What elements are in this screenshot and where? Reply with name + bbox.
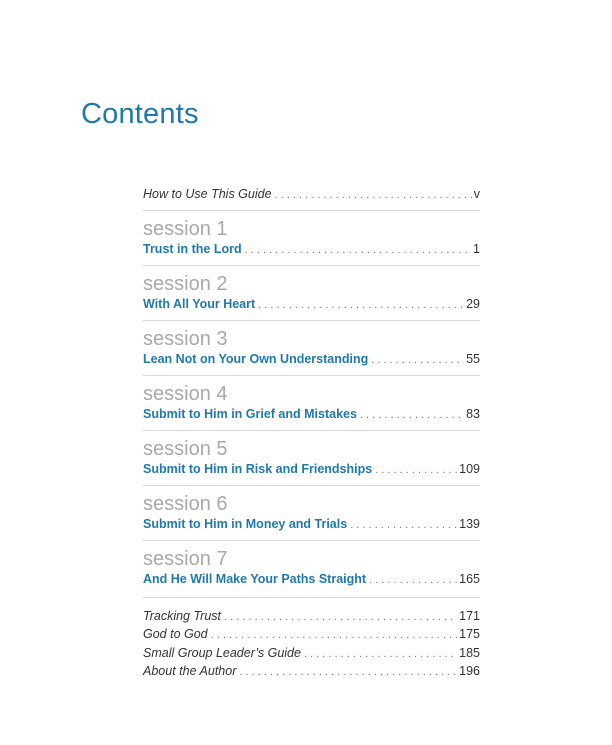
toc-entry-page: 175 (459, 627, 480, 641)
divider (143, 265, 480, 266)
page-title: Contents (81, 98, 199, 130)
session-label: session 2 (143, 273, 228, 295)
toc-entry-title: How to Use This Guide (143, 187, 272, 201)
divider (143, 430, 480, 431)
toc-entry-page: 55 (466, 352, 480, 366)
toc-entry-session-7[interactable] (143, 572, 480, 588)
toc-entry-small-group-leaders-guide[interactable] (143, 646, 480, 662)
dot-leader (350, 519, 457, 531)
toc-entry-page: 1 (473, 242, 480, 256)
session-label: session 7 (143, 548, 228, 570)
toc-entry-title: Submit to Him in Risk and Friendships (143, 462, 373, 476)
session-label: session 5 (143, 438, 228, 460)
session-label: session 3 (143, 328, 228, 350)
toc-entry-session-1[interactable] (143, 242, 480, 258)
toc-entry-about-the-author[interactable] (143, 664, 480, 680)
toc-entry-session-3[interactable] (143, 352, 480, 368)
divider (143, 485, 480, 486)
toc-entry-session-6[interactable] (143, 517, 480, 533)
session-label: session 1 (143, 218, 228, 240)
toc-entry-page: 165 (459, 572, 480, 586)
divider (143, 210, 480, 211)
dot-leader (375, 464, 457, 476)
toc-entry-page: 185 (459, 646, 480, 660)
session-label: session 6 (143, 493, 228, 515)
divider (143, 320, 480, 321)
toc-entry-page: v (473, 187, 480, 201)
toc-entry-title: God to God (143, 627, 208, 641)
dot-leader (371, 354, 464, 366)
toc-entry-page: 196 (459, 664, 480, 678)
toc-entry-session-2[interactable] (143, 297, 480, 313)
toc-entry-title: Submit to Him in Grief and Mistakes (143, 407, 357, 421)
dot-leader (304, 648, 457, 660)
toc-entry-page: 171 (459, 609, 480, 623)
toc-entry-tracking-trust[interactable] (143, 609, 480, 625)
dot-leader (224, 611, 457, 623)
dot-leader (258, 299, 464, 311)
dot-leader (360, 409, 464, 421)
toc-entry-title: Trust in the Lord (143, 242, 242, 256)
dot-leader (245, 244, 471, 256)
toc-entry-page: 109 (459, 462, 480, 476)
toc-entry-title: Submit to Him in Money and Trials (143, 517, 348, 531)
dot-leader (275, 189, 472, 201)
toc-entry-title: About the Author (143, 664, 237, 678)
dot-leader (369, 574, 457, 586)
toc-entry-title: With All Your Heart (143, 297, 256, 311)
toc-entry-title: Tracking Trust (143, 609, 222, 623)
toc-entry-how-to-use[interactable] (143, 187, 480, 203)
toc-entry-page: 29 (466, 297, 480, 311)
dot-leader (211, 629, 458, 641)
toc-entry-god-to-god[interactable] (143, 627, 480, 643)
divider (143, 597, 480, 598)
toc-entry-page: 139 (459, 517, 480, 531)
session-label: session 4 (143, 383, 228, 405)
dot-leader (239, 666, 457, 678)
divider (143, 540, 480, 541)
toc-entry-session-4[interactable] (143, 407, 480, 423)
toc-entry-title: And He Will Make Your Paths Straight (143, 572, 367, 586)
toc-entry-page: 83 (466, 407, 480, 421)
toc-entry-session-5[interactable] (143, 462, 480, 478)
toc-entry-title: Lean Not on Your Own Understanding (143, 352, 369, 366)
toc-entry-title: Small Group Leader’s Guide (143, 646, 301, 660)
divider (143, 375, 480, 376)
